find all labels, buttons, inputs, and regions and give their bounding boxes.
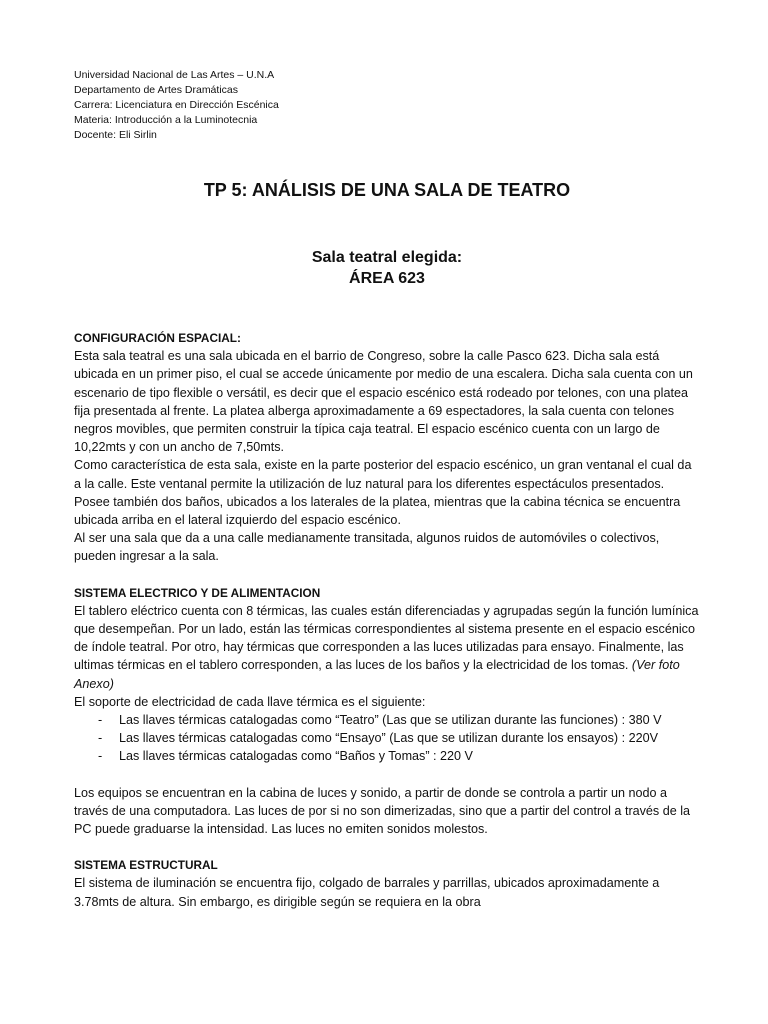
breaker-list: [74, 711, 700, 766]
paragraph: El soporte de electricidad de cada llave térmica es el siguiente:: [74, 694, 426, 709]
department-line: Departamento de Artes Dramáticas: [74, 84, 238, 96]
list-item: [74, 729, 700, 747]
section-heading: SISTEMA ELECTRICO Y DE ALIMENTACION: [74, 585, 321, 600]
career-line: Carrera: Licenciatura en Dirección Escénica: [74, 99, 279, 111]
paragraph: Como característica de esta sala, existe en la parte posterior del espacio escénico, un gran ventanal el cual da a la calle. Este ventanal permite la utilización de luz natural para los diferentes espectáculos presentados. Posee también dos baños, ubicados a los laterales de la platea, mientras que la cabina técnica se encuentra ubicada arriba en el lateral izquierdo del espacio escénico.: [74, 458, 692, 528]
dash-bullet: -: [98, 731, 103, 746]
list-item-text: Las llaves térmicas catalogadas como “Ensayo” (Las que se utilizan durante los ensayos) : 220V: [119, 731, 659, 746]
section-heading: SISTEMA ESTRUCTURAL: [74, 858, 218, 873]
paragraph: Los equipos se encuentran en la cabina de luces y sonido, a partir de donde se controla a partir un nodo a través de una computadora. Las luces de por si no son dimerizadas, sino que a partir del control a través de la PC puede graduarse la intensidad. Las luces no emiten sonidos molestos.: [74, 785, 691, 837]
list-item: [74, 747, 700, 765]
teacher-line: Docente: Eli Sirlin: [74, 129, 157, 141]
chosen-venue: [74, 247, 700, 289]
document-title: TP 5: ANÁLISIS DE UNA SALA DE TEATRO: [203, 180, 571, 200]
subject-line: Materia: Introducción a la Luminotecnia: [74, 114, 258, 126]
chosen-venue-label: Sala teatral elegida:: [311, 249, 463, 266]
list-item-text: Las llaves térmicas catalogadas como “Teatro” (Las que se utilizan durante las funciones) : 380 V: [119, 713, 662, 728]
chosen-venue-name: ÁREA 623: [349, 270, 425, 287]
paragraph-text: El tablero eléctrico cuenta con 8 térmicas, las cuales están diferenciadas y agrupadas según la función lumínica que desempeñan. Por un lado, están las térmicas correspondientes al sistema presente en el espacio escénico de índole teatral. Por otro, hay térmicas que corresponden a las luces utilizadas para ensayo. Finalmente, las ultimas térmicas en el tablero corresponden, a las luces de los baños y la electricidad de los tomas.: [74, 603, 699, 673]
document-header: [74, 68, 700, 143]
list-item-text: Las llaves térmicas catalogadas como “Baños y Tomas” : 220 V: [119, 749, 473, 764]
section-heading: CONFIGURACIÓN ESPACIAL:: [74, 331, 241, 345]
section-spatial-configuration: [74, 329, 700, 566]
paragraph: Esta sala teatral es una sala ubicada en el barrio de Congreso, sobre la calle Pasco 623. Dicha sala está ubicada en un primer piso, el cual se accede únicamente por medio de una escalera. Dicha sala cuenta con un escenario de tipo flexible o versátil, es decir que el espacio escénico está rodeado por telones, con una platea fija presentada al frente. La platea alberga aproximadamente a 69 espectadores, la sala cuenta con telones negros movibles, que permiten construir la típica caja teatral. El espacio escénico cuenta con un largo de 10,22mts y con un ancho de 7,50mts.: [74, 349, 693, 455]
paragraph: El sistema de iluminación se encuentra fijo, colgado de barrales y parrillas, ubicados aproximadamente a 3.78mts de altura. Sin embargo, es dirigible según se requiera en la obra: [74, 876, 660, 909]
annex-note: (Ver foto Anexo): [74, 658, 680, 691]
paragraph: Al ser una sala que da a una calle medianamente transitada, algunos ruidos de automóviles o colectivos, pueden ingresar a la sala.: [74, 531, 660, 564]
document-page: [74, 68, 700, 911]
section-electric-system: [74, 584, 700, 839]
university-line: Universidad Nacional de Las Artes – U.N.A: [74, 69, 275, 81]
section-structural-system: [74, 856, 700, 911]
dash-bullet: -: [98, 749, 103, 764]
dash-bullet: -: [98, 713, 103, 728]
paragraph: [74, 602, 700, 693]
list-item: [74, 711, 700, 729]
